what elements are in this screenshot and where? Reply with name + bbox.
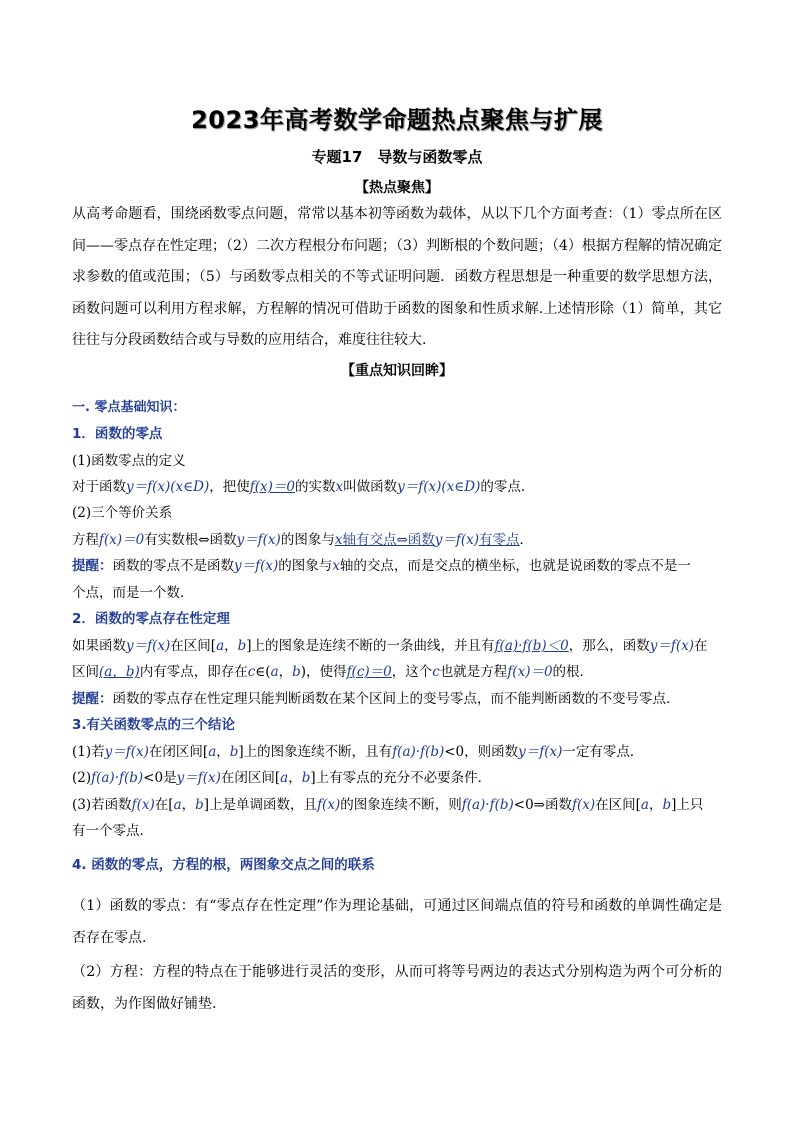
math-span: f(a)·f(b) xyxy=(91,770,144,786)
text-span: ， xyxy=(224,638,238,654)
text-span: 轴的交点，而是交点的横坐标，也就是说函数的零点不是一 xyxy=(339,558,691,574)
subsection-1-heading: 1．函数的零点 xyxy=(72,426,163,442)
conclusion-2-line xyxy=(72,768,722,788)
math-span: f(x)＝0 xyxy=(249,479,295,495)
math-span: f(x) xyxy=(317,797,341,813)
math-span: f(x) xyxy=(571,797,596,813)
text-span: 区间 xyxy=(72,664,99,680)
math-span: c xyxy=(432,664,440,680)
text-span: ． xyxy=(519,532,534,548)
text-span: 也就是方程 xyxy=(439,664,508,680)
text-span: ， xyxy=(288,770,302,786)
math-span: y＝f(x) xyxy=(234,558,279,574)
math-span: x xyxy=(332,558,340,574)
math-span: (a，b) xyxy=(99,664,140,680)
math-span: a xyxy=(173,797,182,813)
math-span: y＝f(x) xyxy=(126,638,171,654)
math-span: f(x) xyxy=(131,797,155,813)
text-span: (1)若 xyxy=(72,744,105,760)
conclusion-1-line xyxy=(72,742,722,762)
text-span: 如果函数 xyxy=(72,638,126,654)
math-span: f(c)＝0 xyxy=(346,664,392,680)
text-span: 轴有交点⇔函数 xyxy=(342,532,435,548)
text-span: ，这个 xyxy=(391,664,433,680)
text-span: 在闭区间[ xyxy=(148,744,209,760)
text-span: ， xyxy=(216,744,230,760)
text-span: 在区间[ xyxy=(170,638,217,654)
math-span: a xyxy=(216,638,225,654)
math-span: f(a)·f(b)＜0 xyxy=(494,638,569,654)
math-span: b xyxy=(229,744,239,760)
text-span: 的图象连续不断，则 xyxy=(340,797,462,813)
text-span: 在 xyxy=(693,638,708,654)
math-span: y＝f(x) xyxy=(236,532,281,548)
reminder-label: 提醒： xyxy=(72,691,113,707)
text-span: 的图象与 xyxy=(280,532,335,548)
text-span: 的根． xyxy=(552,664,594,680)
text-span: <0⇒函数 xyxy=(513,797,572,813)
text-span: (3)若函数 xyxy=(72,797,132,813)
text-span: 在[ xyxy=(154,797,174,813)
equivalence-label: (2)三个等价关系 xyxy=(72,505,173,521)
text-span: 内有零点，即存在 xyxy=(139,664,248,680)
math-span: a xyxy=(640,797,649,813)
math-span: b xyxy=(237,638,247,654)
subsection-4-heading: 4. 函数的零点，方程的根，两图象交点之间的联系 xyxy=(72,857,375,873)
math-span: f(x)＝0 xyxy=(99,532,145,548)
text-span: ，把使 xyxy=(209,479,250,495)
subsection-2-heading: 2．函数的零点存在性定理 xyxy=(72,611,230,627)
math-span: c xyxy=(247,664,256,680)
text-span: ]上只 xyxy=(671,797,704,813)
text-span: ， xyxy=(648,797,663,813)
text-span: ， xyxy=(278,664,293,680)
math-span: y＝f(x)(x∈D) xyxy=(397,479,481,495)
text-span: 对于函数 xyxy=(72,479,126,495)
math-span: b xyxy=(662,797,672,813)
relation-paragraph-2: （2）方程：方程的特点在于能够进行灵活的变形，从而可将等号两边的表达式分别构造为两个可分析的函数，为作图做好铺垫. xyxy=(72,964,722,1012)
text-span: 在区间[ xyxy=(595,797,641,813)
subsection-3-heading: 3.有关函数零点的三个结论 xyxy=(72,717,236,733)
math-span: y＝f(x) xyxy=(518,744,563,760)
relation-paragraph-1: （1）函数的零点：有“零点存在性定理”作为理论基础，可通过区间端点值的符号和函数的单调性确定是否存在零点. xyxy=(72,898,722,946)
zero-definition-line xyxy=(72,477,722,497)
reminder-label: 提醒： xyxy=(72,558,113,574)
theorem-line-2 xyxy=(72,662,722,682)
conclusion-3-line-2: 有一个零点． xyxy=(72,823,153,839)
text-span: ]上是单调函数，且 xyxy=(203,797,318,813)
math-span: b xyxy=(301,770,311,786)
math-span: y＝f(x) xyxy=(104,744,149,760)
text-span: (2) xyxy=(72,770,92,786)
math-span: y＝f(x)(x∈D) xyxy=(126,479,210,495)
math-span: f(a)·f(b) xyxy=(392,744,445,760)
math-span: f(a)·f(b) xyxy=(461,797,514,813)
theorem-line-1 xyxy=(72,636,722,656)
text-span: )，使得 xyxy=(300,664,347,680)
math-span: y＝f(x) xyxy=(434,532,480,548)
definition-label: (1)函数零点的定义 xyxy=(72,453,186,469)
math-span: a xyxy=(280,770,289,786)
intro-paragraph: 从高考命题看，围绕函数零点问题，常常以基本初等函数为载体，从以下几个方面考查：（1）零点所在区间——零点存在性定理；（2）二次方程根分布问题；（3）判断根的个数问题；（4）根据方程解的情况确定求参数的值或范围；（5）与函数零点相关的不等式证明问题．函数方程思想是一种重要的数学思想方法，函数问题可以利用方程求解，方程解的情况可借助于函数的图象和性质求解.上述情形除（1）简单，其它往往与分段函数结合或与导数的应用结合，难度往往较大. xyxy=(72,206,722,349)
section-1-heading: 一. 零点基础知识： xyxy=(72,400,186,415)
text-span: <0是 xyxy=(143,770,177,786)
text-span: 在闭区间[ xyxy=(220,770,281,786)
text-span: 有零点 xyxy=(479,532,520,548)
math-span: a xyxy=(208,744,217,760)
hot-focus-heading: 【热点聚焦】 xyxy=(355,180,439,196)
text-span: 方程 xyxy=(72,532,99,548)
equivalence-line xyxy=(72,530,722,550)
text-span: 的实数 xyxy=(294,479,336,495)
document-title: 2023年高考数学命题热点聚焦与扩展 xyxy=(191,106,603,134)
text-span: ∈( xyxy=(255,664,271,680)
reminder-2-line xyxy=(72,689,722,709)
math-span: b xyxy=(292,664,301,680)
text-span: <0，则函数 xyxy=(444,744,519,760)
text-span: 的图象与 xyxy=(278,558,333,574)
text-span: ]上的图象连续不断，且有 xyxy=(238,744,393,760)
review-heading: 【重点知识回眸】 xyxy=(341,363,453,379)
text-span: ，那么，函数 xyxy=(568,638,650,654)
conclusion-3-line-1 xyxy=(72,795,722,815)
text-span: 函数的零点不是函数 xyxy=(112,558,234,574)
math-span: a xyxy=(270,664,279,680)
text-span: 一定有零点． xyxy=(562,744,644,760)
reminder-1-line-1 xyxy=(72,556,722,576)
math-span: x xyxy=(335,479,344,495)
text-span: 叫做函数 xyxy=(343,479,398,495)
math-span: f(x)＝0 xyxy=(507,664,553,680)
text-span: ， xyxy=(181,797,196,813)
math-span: y＝f(x) xyxy=(176,770,221,786)
text-span: 函数的零点存在性定理只能判断函数在某个区间上的变号零点，而不能判断函数的不变号零点． xyxy=(112,691,680,707)
text-span: ]上有零点的充分不必要条件． xyxy=(310,770,492,786)
text-span: ]上的图象是连续不断的一条曲线，并且有 xyxy=(246,638,495,654)
math-span: b xyxy=(195,797,204,813)
math-span: x xyxy=(334,532,343,548)
math-span: y＝f(x) xyxy=(649,638,694,654)
text-span: 的零点． xyxy=(480,479,535,495)
text-span: 有实数根⇔函数 xyxy=(144,532,237,548)
reminder-1-line-2: 个点，而是一个数． xyxy=(72,585,194,601)
document-subtitle: 专题17 导数与函数零点 xyxy=(311,148,483,166)
